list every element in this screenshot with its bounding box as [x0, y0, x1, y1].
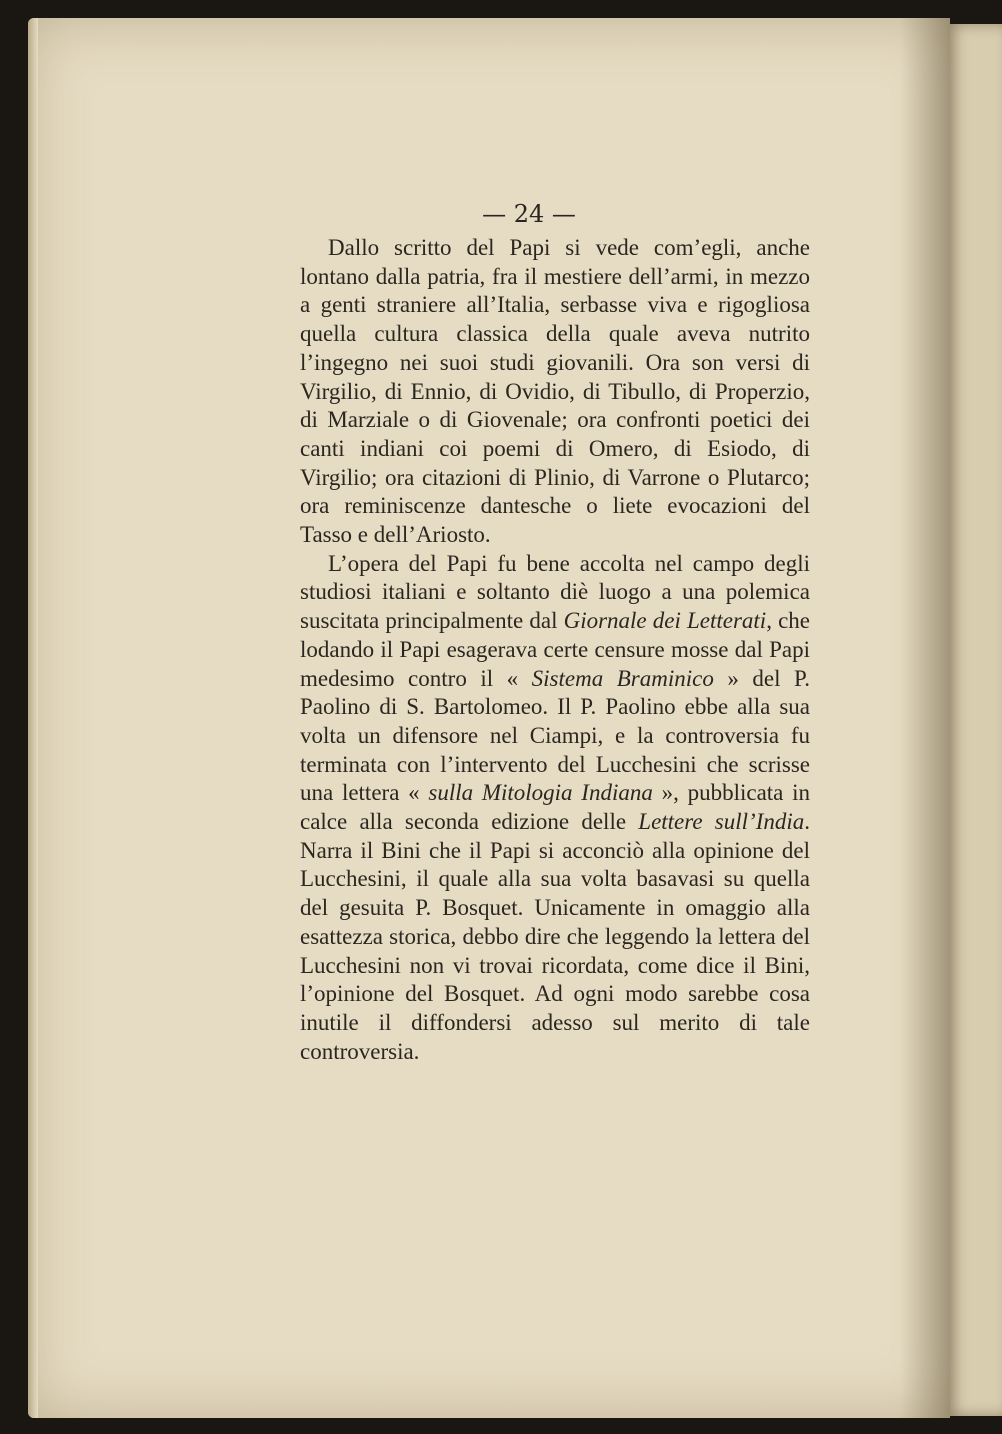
text-segment: » del P. Paolino di S. Bartolomeo. Il P. Paolino ebbe alla sua volta un difensore nel Ciampi, e la controversia fu terminata con l’intervento del Lucchesini che scrisse una lettera « [300, 665, 810, 806]
gutter-shadow [900, 18, 950, 1418]
work-title-sulla-mitologia-indiana: sulla Mitologia Indiana [428, 780, 653, 806]
text-segment: , che lodando il Papi esagerava certe censure mosse dal Papi medesimo contro il « [300, 608, 810, 691]
paragraph-1 [300, 234, 810, 550]
page-number: — 24 — [482, 200, 576, 228]
text-segment: », pubblicata in calce alla seconda edizione delle [300, 780, 811, 835]
paragraph-2 [300, 550, 810, 1067]
work-title-lettere-sull-india: Lettere sull’India [638, 809, 805, 835]
text-segment: Dallo scritto del Papi si vede com’egli, anche lontano dalla patria, fra il mestiere dell’armi, in mezzo a genti straniere all’Italia, serbasse viva e rigogliosa quella cultura classica della quale aveva nutrito l’ingegno nei suoi studi giovanili. Ora son versi di Virgilio, di Ennio, di Ovidio, di Tibullo, di Properzio, di Marziale o di Giovenale; ora confronti poetici dei canti indiani coi poemi di Omero, di Esiodo, di Virgilio; ora citazioni di Plinio, di Varrone o Plutarco; ora reminiscenze dantesche o liete evocazioni del Tasso e dell’Ariosto. [300, 235, 810, 548]
text-segment: L’opera del Papi fu bene accolta nel campo degli studiosi italiani e soltanto diè luogo a una polemica suscitata principalmente dal [300, 550, 810, 634]
work-title-sistema-braminico: Sistema Braminico [531, 665, 714, 691]
journal-title-giornale-dei-letterati: Giornale dei Letterati [563, 608, 767, 634]
page-left-edge [28, 18, 38, 1418]
body-text [300, 234, 810, 1066]
text-segment: . Narra il Bini che il Papi si acconciò alla opinione del Lucchesini, il quale alla sua volta basavasi su quella del gesuita P. Bosquet. Unicamente in omaggio alla esattezza storica, debbo dire che leggendo la lettera del Lucchesini non vi trovai ricordata, come dice il Bini, l’opinione del Bosquet. Ad ogni modo sarebbe cosa inutile il diffondersi adesso sul merito di tale controversia. [300, 809, 810, 1064]
adjacent-page-edge [946, 24, 1002, 1416]
